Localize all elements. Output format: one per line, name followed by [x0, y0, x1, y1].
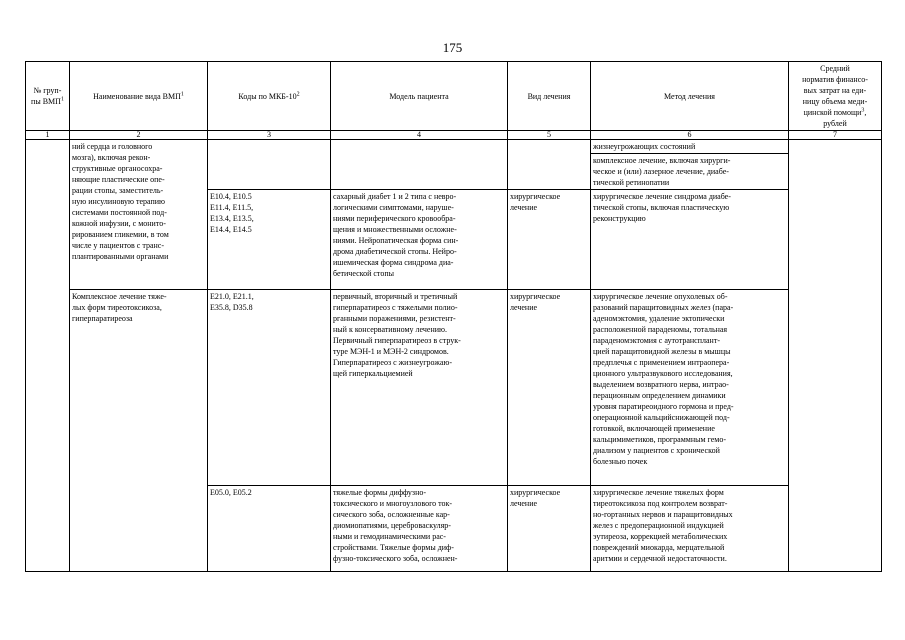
patient-model-cell: первичный, вторичный и третичный гиперпаратиреоз с тяжелыми полио- рганными поражениями, резистент- ный к консервативному лечению. Первичный гиперпаратиреоз в струк- туре МЭН-1 и МЭН-2 синдромов. Гиперпаратиреоз с жизнеугрожаю- щей гиперкальциемией — [331, 290, 508, 486]
table-row — [26, 140, 882, 154]
treatment-method-cell: хирургическое лечение опухолевых об- разований паращитовидных желез (пара- аденомэктомия, удаление эктопически расположенной параденомы, тотальная параденомэктомия с аутотрансплант- цией паращитовидной железы в мышцы предплечья с применением интраопера- ционного ультразвукового исследования, выделением возвратного нерва, интрао- перационным определением динамики уровня паратиреоидного гормона и пред- операционной кальцийснижающей под- готовкой, включающей применение кальцимиметиков, программным гемо- диализом у пациентов с хронической болезнью почек — [591, 290, 789, 486]
group-number-cell — [26, 140, 70, 572]
vmp-table — [25, 61, 882, 572]
header-icd-codes: Коды по МКБ-$10^2$ — [208, 62, 331, 131]
treatment-method-cell: хирургическое лечение синдрома диабе- тической стопы, включая пластическую реконструкцию — [591, 190, 789, 290]
vmp-name-cell: Комплексное лечение тяже- лых форм тиреотоксикоза, гиперпаратиреоза — [70, 290, 208, 572]
header-cost: Средний норматив финансо- вых затрат на еди- ницу объема меди- цинской помощи$^3$, рублей — [789, 62, 882, 131]
column-number: 2 — [70, 131, 208, 140]
header-vmp-name: Наименование вида ВМП$^1$ — [70, 62, 208, 131]
header-group-number: № груп- пы ВМП$^1$ — [26, 62, 70, 131]
treatment-method-cell: хирургическое лечение тяжелых форм тиреотоксикоза под контролем возврат- но-гортанных нервов и паращитовидных желез с предоперационной индукцией эутиреоза, коррекцией метаболических повреждений миокарда, мерцательной аритмии и сердечной недостаточности. — [591, 486, 789, 572]
icd-codes-cell: E10.4, E10.5 E11.4, E11.5, E13.4, E13.5, E14.4, E14.5 — [208, 190, 331, 290]
vmp-name-cell: ний сердца и головного мозга), включая рекон- структивные органосохра- няющие пластические опе- рации стопы, заместитель- ную инсулиновую терапию системами постоянной под- кожной инфузии, с монито- рированием гликемии, в том числе у пациентов с транс- плантированными органами — [70, 140, 208, 290]
icd-codes-cell: E21.0, E21.1, E35.8, D35.8 — [208, 290, 331, 486]
column-number: 6 — [591, 131, 789, 140]
patient-model-cell — [331, 140, 508, 190]
patient-model-cell: сахарный диабет 1 и 2 типа с невро- логическими симптомами, наруше- ниями периферического кровообра- щения и множественными осложне- ниями. Нейропатическая форма син- дрома диабетической стопы. Нейро- ишемическая форма синдрома диа- бетической стопы — [331, 190, 508, 290]
column-number: 1 — [26, 131, 70, 140]
cost-cell — [789, 140, 882, 572]
treatment-method-cell: жизнеугрожающих состояний — [591, 140, 789, 154]
treatment-method-cell: комплексное лечение, включая хирурги- ческое и (или) лазерное лечение, диабе- тической ретинопатии — [591, 154, 789, 190]
column-number: 5 — [508, 131, 591, 140]
header-treatment-type: Вид лечения — [508, 62, 591, 131]
patient-model-cell: тяжелые формы диффузно- токсического и многоузлового ток- сического зоба, осложненные кар- диомиопатиями, цереброваскуляр- ными и гемодинамическими рас- стройствами. Тяжелые формы диф- фузно-токсического зоба, осложнен- — [331, 486, 508, 572]
treatment-type-cell — [508, 140, 591, 190]
treatment-type-cell: хирургическое лечение — [508, 190, 591, 290]
table-row — [26, 290, 882, 486]
column-number: 3 — [208, 131, 331, 140]
column-number: 4 — [331, 131, 508, 140]
column-number-row — [26, 131, 882, 140]
treatment-type-cell: хирургическое лечение — [508, 290, 591, 486]
column-number: 7 — [789, 131, 882, 140]
header-treatment-method: Метод лечения — [591, 62, 789, 131]
header-row — [26, 62, 882, 131]
page-number: 175 — [442, 40, 463, 55]
header-patient-model: Модель пациента — [331, 62, 508, 131]
treatment-type-cell: хирургическое лечение — [508, 486, 591, 572]
icd-codes-cell: E05.0, E05.2 — [208, 486, 331, 572]
icd-codes-cell — [208, 140, 331, 190]
